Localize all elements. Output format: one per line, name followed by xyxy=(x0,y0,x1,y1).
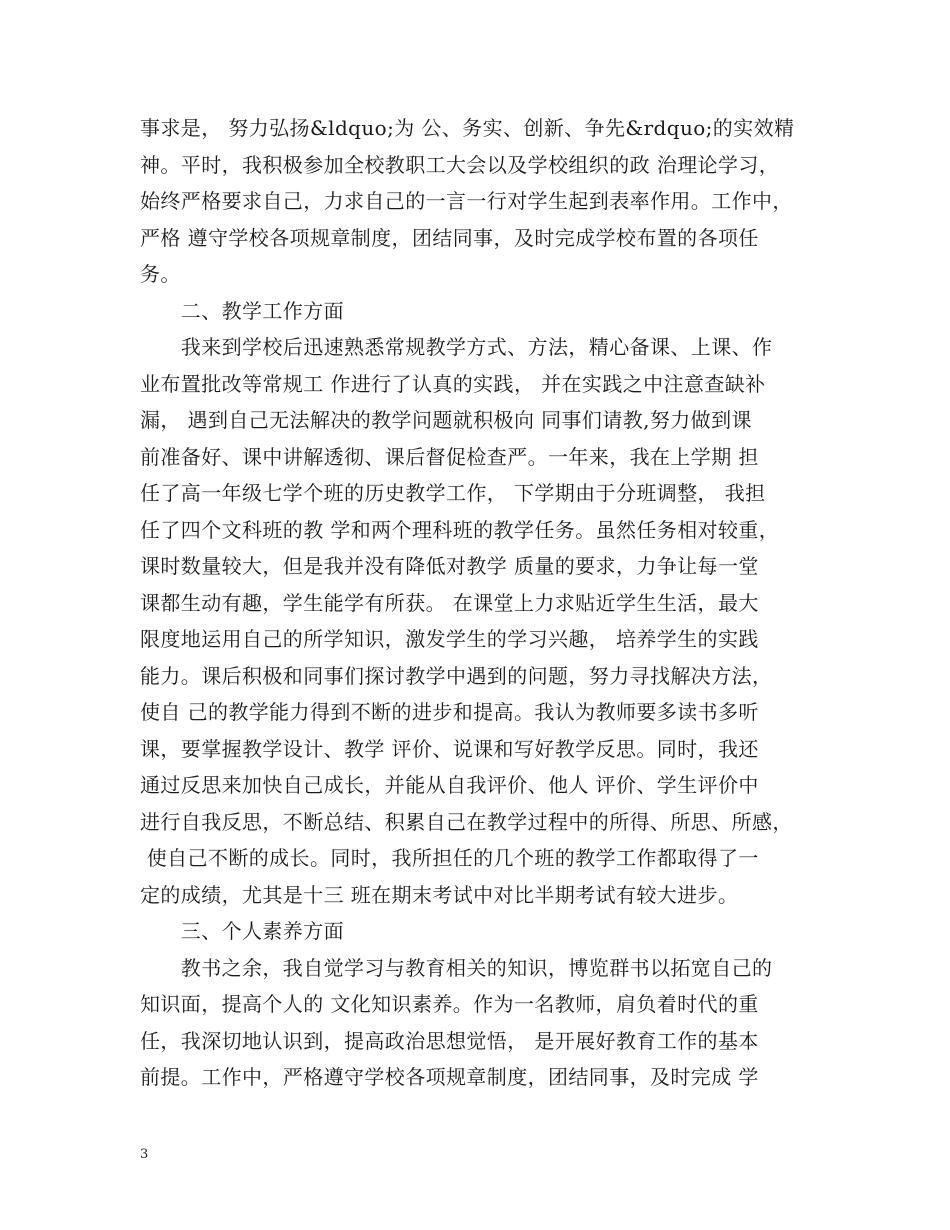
text-line: 任，我深切地认识到，提高政治思想觉悟， 是开展好教育工作的基本 xyxy=(140,1028,759,1053)
text-line: 通过反思来加快自己成长，并能从自我评价、他人 评价、学生评价中 xyxy=(140,773,759,797)
text-line: 定的成绩，尤其是十三 班在期末考试中对比半期考试有较大进步。 xyxy=(140,882,739,907)
text-line: 业布置批改等常规工 作进行了认真的实践， 并在实践之中注意查缺补 xyxy=(140,371,766,396)
text-line: 课，要掌握教学设计、教学 评价、说课和写好教学反思。同时，我还 xyxy=(140,736,759,761)
section-heading: 二、教学工作方面 xyxy=(140,298,344,323)
body-text xyxy=(140,110,830,1096)
text-line: 知识面，提高个人的 文化知识素养。作为一名教师，肩负着时代的重 xyxy=(140,992,759,1016)
text-line: 课时数量较大，但是我并没有降低对教学 质量的要求，力争让每一堂 xyxy=(140,554,759,578)
text-line: 进行自我反思，不断总结、积累自己在教学过程中的所得、所思、所感， xyxy=(140,809,793,834)
text-line: 前提。工作中，严格遵守学校各项规章制度，团结同事，及时完成 学 xyxy=(140,1065,759,1089)
text-line: 事求是， 努力弘扬&ldquo;为 公、务实、创新、争先&rdquo;的实效精 xyxy=(140,116,795,140)
text-line: 教书之余，我自觉学习与教育相关的知识，博览群书以拓宽自己的 xyxy=(140,955,773,980)
text-line: 使自 己的教学能力得到不断的进步和提高。我认为教师要多读书多听 xyxy=(140,700,759,724)
text-line: 漏， 遇到自己无法解决的教学问题就积极向 同事们请教,努力做到课 xyxy=(140,408,752,432)
text-line: 务。 xyxy=(140,262,181,286)
text-line: 使自己不断的成长。同时，我所担任的几个班的教学工作都取得了一 xyxy=(140,846,759,870)
text-line: 任了四个文科班的教 学和两个理科班的教学任务。虽然任务相对较重， xyxy=(140,517,780,542)
text-line: 我来到学校后迅速熟悉常规教学方式、方法，精心备课、上课、作 xyxy=(140,335,773,359)
text-line: 严格 遵守学校各项规章制度，团结同事，及时完成学校布置的各项任 xyxy=(140,225,759,250)
text-line: 任了高一年级七学个班的历史教学工作， 下学期由于分班调整， 我担 xyxy=(140,481,766,505)
text-line: 始终严格要求自己，力求自己的一言一行对学生起到表率作用。工作中， xyxy=(140,189,793,213)
section-heading: 三、个人素养方面 xyxy=(140,919,344,943)
text-line: 能力。课后积极和同事们探讨教学中遇到的问题，努力寻找解决方法， xyxy=(140,663,773,688)
text-line: 课都生动有趣，学生能学有所获。 在课堂上力求贴近学生生活，最大 xyxy=(140,590,759,615)
text-line: 前准备好、课中讲解透彻、课后督促检查严。一年来，我在上学期 担 xyxy=(140,444,759,469)
page-number: 3 xyxy=(140,1147,149,1162)
text-line: 神。平时，我积极参加全校教职工大会以及学校组织的政 治理论学习， xyxy=(140,152,780,177)
text-line: 限度地运用自己的所学知识，激发学生的学习兴趣， 培养学生的实践 xyxy=(140,627,759,651)
